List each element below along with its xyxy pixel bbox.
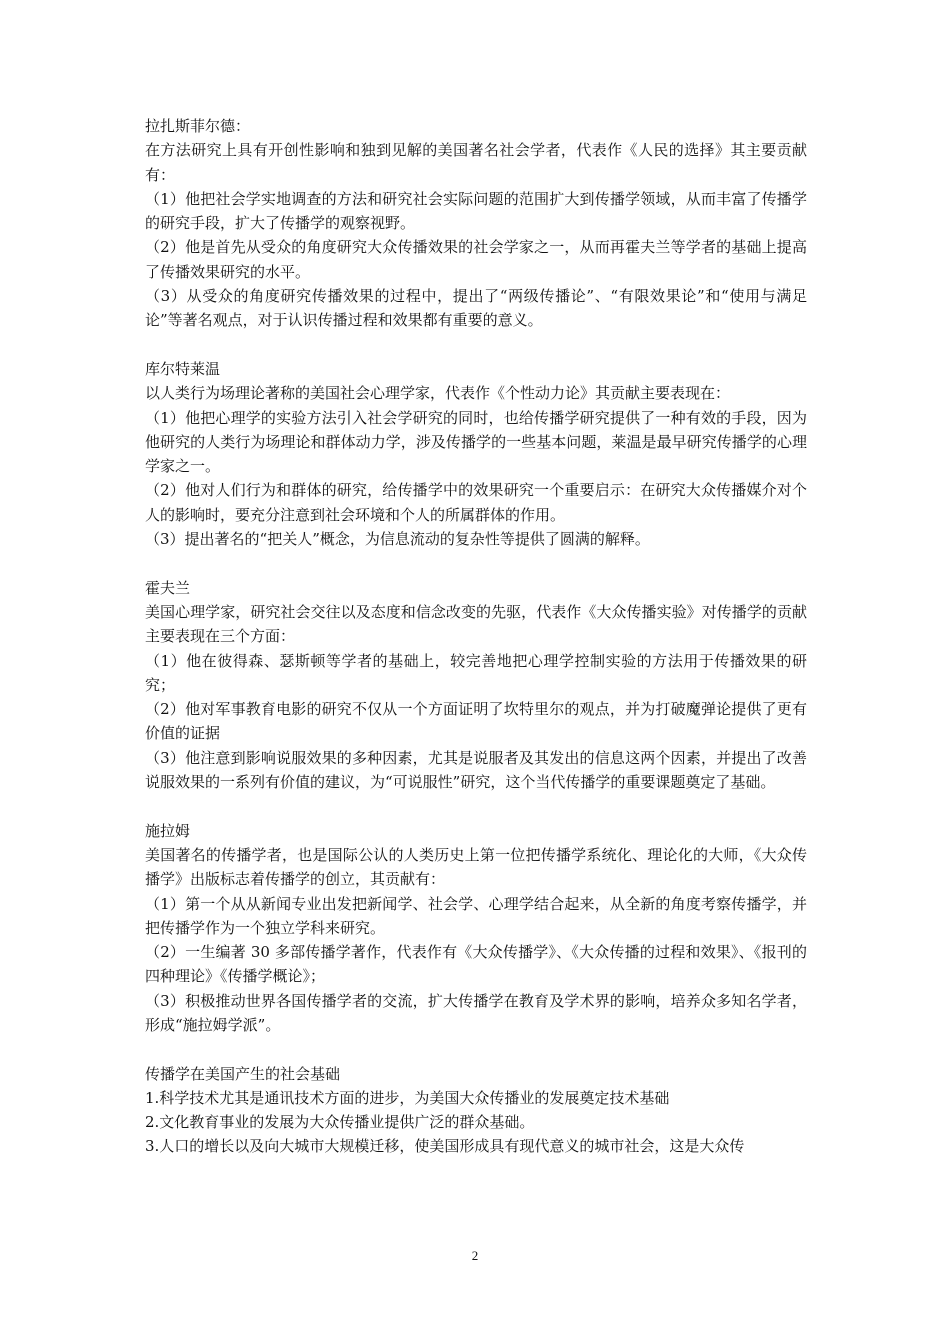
section-schramm <box>145 819 807 1038</box>
document-body <box>145 114 807 1183</box>
paragraph: （2）他对人们行为和群体的研究，给传播学中的效果研究一个重要启示：在研究大众传播媒介对个人的影响时，要充分注意到社会环境和个人的所属群体的作用。 <box>145 481 807 524</box>
paragraph: 美国心理学家，研究社会交往以及态度和信念改变的先驱，代表作《大众传播实验》对传播学的贡献主要表现在三个方面： <box>145 602 807 646</box>
paragraph: （3）从受众的角度研究传播效果的过程中，提出了“两级传播论”、“有限效果论”和“使用与满足论”等著名观点，对于认识传播过程和效果都有重要的意义。 <box>145 287 807 330</box>
paragraph: （1）他把社会学实地调查的方法和研究社会实际问题的范围扩大到传播学领域，从而丰富了传播学的研究手段，扩大了传播学的观察视野。 <box>145 189 807 233</box>
paragraph: （3）他注意到影响说服效果的多种因素，尤其是说服者及其发出的信息这两个因素，并提出了改善说服效果的一系列有价值的建议，为“可说服性”研究，这个当代传播学的重要课题奠定了基础。 <box>145 748 807 792</box>
paragraph: （3）积极推动世界各国传播学者的交流，扩大传播学在教育及学术界的影响，培养众多知名学者，形成“施拉姆学派”。 <box>145 991 807 1034</box>
paragraph: （1）他在彼得森、瑟斯顿等学者的基础上，较完善地把心理学控制实验的方法用于传播效果的研究； <box>145 651 807 694</box>
section-social-foundation <box>145 1062 807 1159</box>
section-lazarsfeld <box>145 114 807 333</box>
paragraph: （1）他把心理学的实验方法引入社会学研究的同时，也给传播学研究提供了一种有效的手段，因为他研究的人类行为场理论和群体动力学，涉及传播学的一些基本问题，莱温是最早研究传播学的心理学家之一。 <box>145 408 807 476</box>
paragraph: （3）提出著名的“把关人”概念，为信息流动的复杂性等提供了圆满的解释。 <box>145 530 650 549</box>
paragraph: （2）他是首先从受众的角度研究大众传播效果的社会学家之一，从而再霍夫兰等学者的基础上提高了传播效果研究的水平。 <box>145 238 807 281</box>
section-hovland <box>145 576 807 795</box>
section-heading: 库尔特莱温 <box>145 359 221 378</box>
page-number: 2 <box>471 1248 479 1263</box>
section-heading: 拉扎斯菲尔德： <box>145 117 251 135</box>
paragraph: 美国著名的传播学者，也是国际公认的人类历史上第一位把传播学系统化、理论化的大师，《大众传播学》出版标志着传播学的创立，其贡献有： <box>145 845 807 889</box>
paragraph: 以人类行为场理论著称的美国社会心理学家，代表作《个性动力论》其贡献主要表现在： <box>145 384 731 403</box>
paragraph: （2）他对军事教育电影的研究不仅从一个方面证明了坎特里尔的观点，并为打破魔弹论提供了更有价值的证据 <box>145 700 807 743</box>
paragraph: 3.人口的增长以及向大城市大规模迁移，使美国形成具有现代意义的城市社会，这是大众传 <box>145 1137 745 1156</box>
paragraph: 在方法研究上具有开创性影响和独到见解的美国著名社会学者，代表作《人民的选择》其主要贡献有： <box>145 141 807 184</box>
section-lewin <box>145 357 807 551</box>
section-heading: 传播学在美国产生的社会基础 <box>145 1064 341 1083</box>
section-heading: 施拉姆 <box>145 821 191 840</box>
paragraph: （1）第一个从从新闻专业出发把新闻学、社会学、心理学结合起来，从全新的角度考察传播学，并把传播学作为一个独立学科来研究。 <box>145 894 807 937</box>
paragraph: 1.科学技术尤其是通讯技术方面的进步，为美国大众传播业的发展奠定技术基础 <box>145 1088 670 1107</box>
paragraph: 2.文化教育事业的发展为大众传播业提供广泛的群众基础。 <box>145 1113 535 1132</box>
paragraph: （2）一生编著 30 多部传播学著作，代表作有《大众传播学》、《大众传播的过程和效果》、《报刊的四种理论》《传播学概论》； <box>145 943 807 986</box>
section-heading: 霍夫兰 <box>145 578 191 597</box>
